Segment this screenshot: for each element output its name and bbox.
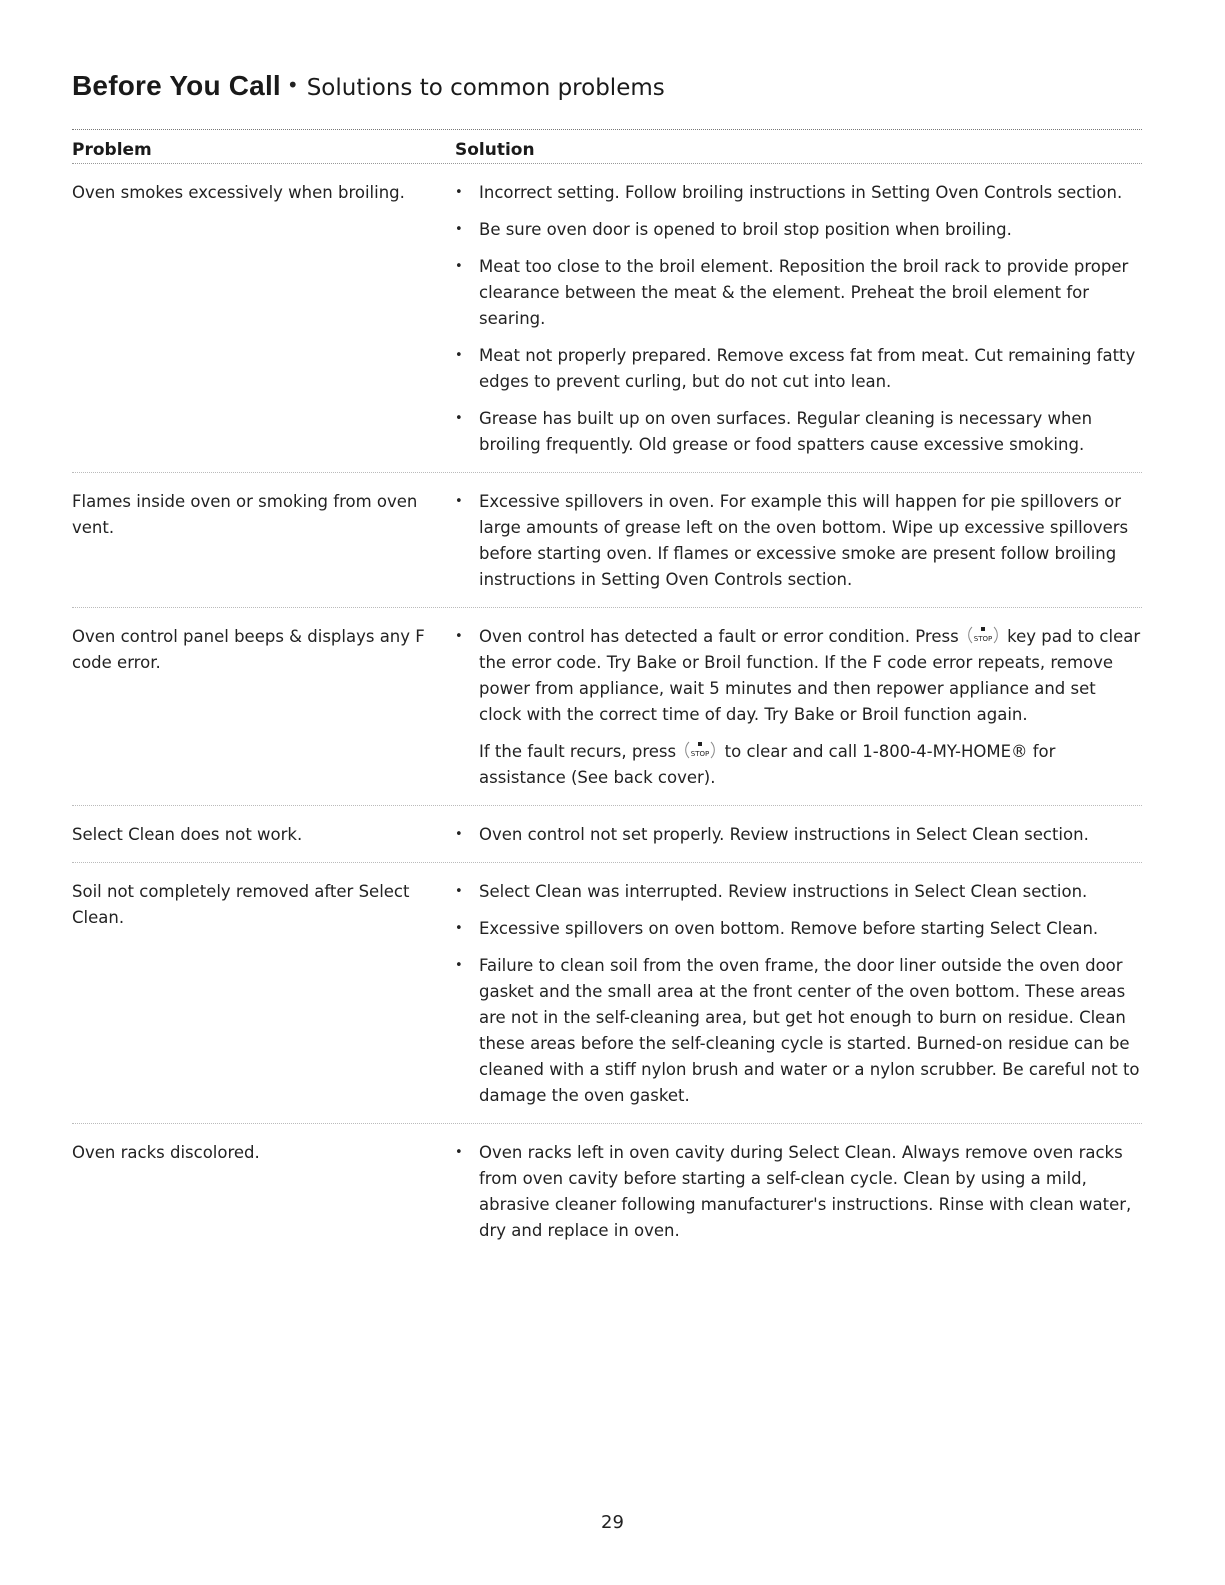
solution-cell <box>455 608 1142 805</box>
bullet-icon: • <box>455 348 463 363</box>
bullet-icon: • <box>455 411 463 426</box>
problem-cell: Oven smokes excessively when broiling. <box>72 183 405 202</box>
bullet-icon: • <box>455 222 463 237</box>
solution-text: Grease has built up on oven surfaces. Regular cleaning is necessary when broiling frequently. Old grease or food spatters cause excessive smoking. <box>479 409 1093 454</box>
solution-cell <box>455 164 1142 472</box>
solution-cell <box>455 863 1142 1123</box>
page-heading <box>72 70 665 102</box>
solution-item <box>455 489 1142 593</box>
bullet-icon: • <box>455 827 463 842</box>
solution-item <box>455 624 1142 728</box>
table-row <box>72 863 1142 1124</box>
solution-item <box>455 739 1142 791</box>
solution-text: Excessive spillovers in oven. For example this will happen for pie spillovers or large amounts of grease left on the oven bottom. Wipe up excessive spillovers before starting oven. If flames or excessive smoke are present follow broiling instructions in Setting Oven Controls section. <box>479 492 1129 589</box>
solution-item <box>455 953 1142 1109</box>
heading-subtitle: Solutions to common problems <box>306 75 665 101</box>
solution-item <box>455 879 1142 905</box>
bullet-icon: • <box>455 884 463 899</box>
solution-text: Failure to clean soil from the oven frame, the door liner outside the oven door gasket and the small area at the front center of the oven bottom. These areas are not in the self-cleaning area, but get hot enough to burn on residue. Clean these areas before the self-cleaning cycle is started. Burned-on residue can be cleaned with a stiff nylon brush and water or a nylon scrubber. Be careful not to damage the oven gasket. <box>479 956 1140 1105</box>
solution-item <box>455 916 1142 942</box>
troubleshooting-table <box>72 129 1142 1258</box>
table-header <box>72 130 1142 164</box>
solution-item <box>455 254 1142 332</box>
table-row <box>72 164 1142 473</box>
problem-cell: Select Clean does not work. <box>72 825 303 844</box>
problem-column-header: Problem <box>72 140 152 160</box>
bullet-icon: • <box>455 259 463 274</box>
solution-cell <box>455 806 1142 862</box>
problem-cell: Oven racks discolored. <box>72 1143 260 1162</box>
table-row <box>72 473 1142 608</box>
heading-title: Before You Call <box>72 70 281 101</box>
problem-cell: Flames inside oven or smoking from oven vent. <box>72 492 418 537</box>
solution-text: If the fault recurs, press <box>479 742 677 761</box>
page-number: 29 <box>601 1512 624 1533</box>
problem-cell: Soil not completely removed after Select Clean. <box>72 882 410 927</box>
table-row <box>72 806 1142 863</box>
solution-item <box>455 406 1142 458</box>
stop-key-label: STOP <box>973 634 993 643</box>
bullet-icon: • <box>455 921 463 936</box>
solution-column-header: Solution <box>455 140 535 160</box>
solution-text: to clear and call 1-800-4-MY-HOME® for assistance (See back cover). <box>479 742 1056 787</box>
solution-text: key pad to clear the error code. Try Bake or Broil function. If the F code error repeats, remove power from appliance, wait 5 minutes and then repower appliance and set clock with the correct time of day. Try Bake or Broil function again. <box>479 627 1141 724</box>
table-row <box>72 1124 1142 1258</box>
stop-key-label: STOP <box>691 749 710 758</box>
solution-item <box>455 1140 1142 1244</box>
solution-cell <box>455 1124 1142 1258</box>
solution-text: Oven control has detected a fault or error condition. Press <box>479 627 959 646</box>
stop-key-icon <box>684 736 716 764</box>
bullet-icon: • <box>455 958 463 973</box>
solution-text: Be sure oven door is opened to broil stop position when broiling. <box>479 220 1012 239</box>
heading-separator: • <box>286 73 299 97</box>
bullet-icon: • <box>455 629 463 644</box>
solution-text: Incorrect setting. Follow broiling instructions in Setting Oven Controls section. <box>479 183 1123 202</box>
solution-item <box>455 343 1142 395</box>
stop-key-icon <box>967 621 999 649</box>
solution-text: Meat not properly prepared. Remove excess fat from meat. Cut remaining fatty edges to prevent curling, but do not cut into lean. <box>479 346 1136 391</box>
solution-item <box>455 217 1142 243</box>
solution-text: Oven racks left in oven cavity during Select Clean. Always remove oven racks from oven cavity before starting a self-clean cycle. Clean by using a mild, abrasive cleaner following manufacturer's instructions. Rinse with clean water, dry and replace in oven. <box>479 1143 1132 1240</box>
solution-text: Meat too close to the broil element. Reposition the broil rack to provide proper clearance between the meat & the element. Preheat the broil element for searing. <box>479 257 1129 328</box>
bullet-icon: • <box>455 494 463 509</box>
problem-cell: Oven control panel beeps & displays any F code error. <box>72 627 425 672</box>
solution-cell <box>455 473 1142 607</box>
solution-item <box>455 180 1142 206</box>
solution-text: Select Clean was interrupted. Review instructions in Select Clean section. <box>479 882 1088 901</box>
bullet-icon: • <box>455 1145 463 1160</box>
solution-text: Oven control not set properly. Review instructions in Select Clean section. <box>479 825 1089 844</box>
bullet-icon: • <box>455 185 463 200</box>
table-row <box>72 608 1142 806</box>
solution-text: Excessive spillovers on oven bottom. Remove before starting Select Clean. <box>479 919 1099 938</box>
solution-item <box>455 822 1142 848</box>
